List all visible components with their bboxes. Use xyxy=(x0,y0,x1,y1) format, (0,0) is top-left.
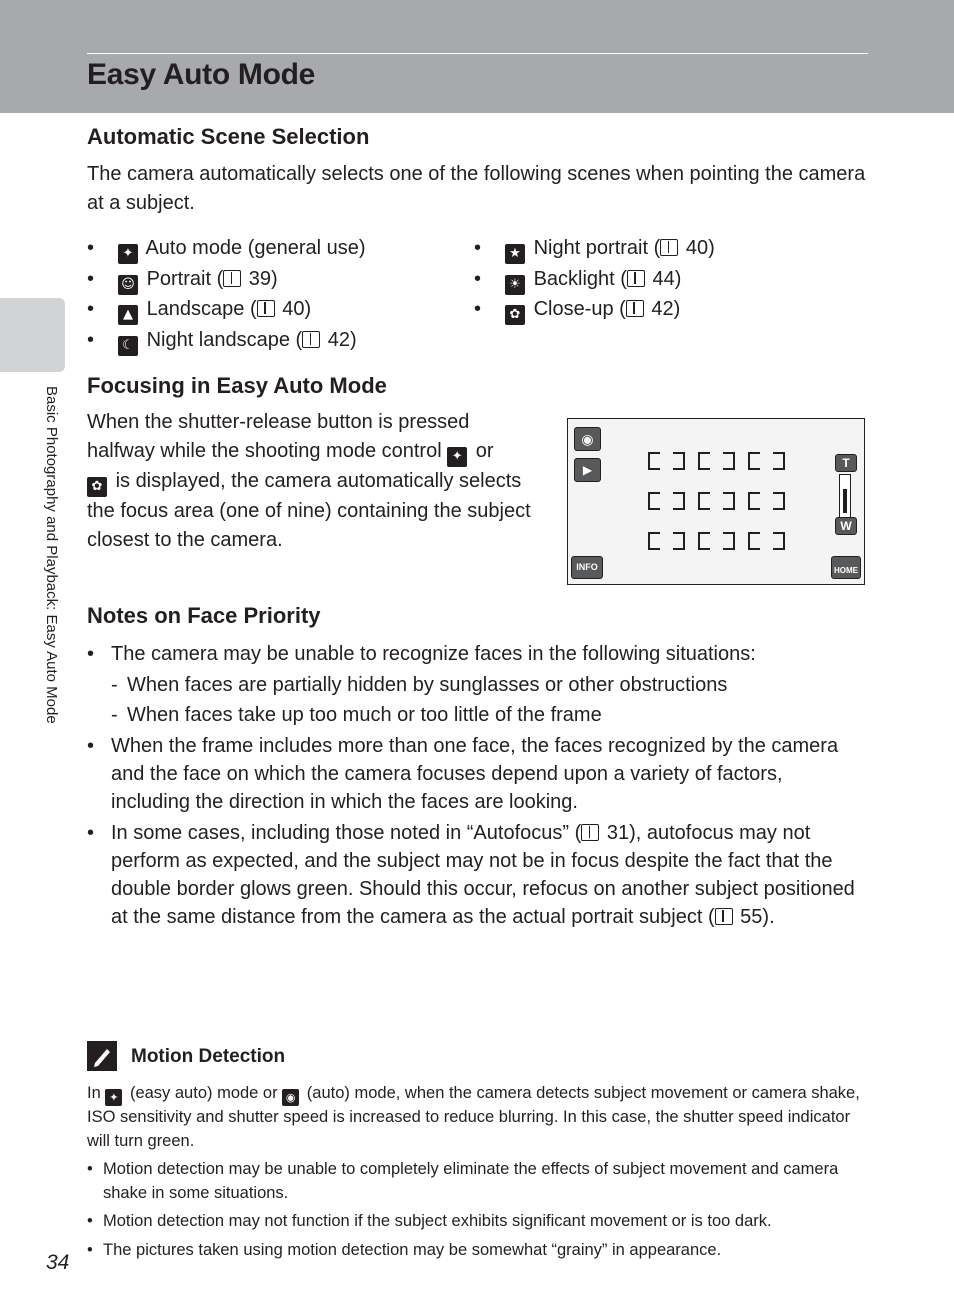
scene-item xyxy=(87,294,366,325)
scene-page-ref: 40) xyxy=(276,298,312,321)
scene-item xyxy=(474,264,715,295)
list-sub-item xyxy=(87,701,867,729)
focus-bracket-right xyxy=(773,532,785,550)
scene-page-ref: 39) xyxy=(243,267,278,290)
focus-bracket-left xyxy=(748,452,760,470)
focus-bracket-right xyxy=(723,492,735,510)
focus-bracket-left xyxy=(698,452,710,470)
dash-glyph: - xyxy=(111,674,118,696)
night-portrait-icon: ★ xyxy=(505,244,525,264)
focus-bracket-left xyxy=(648,452,660,470)
list-item: • The pictures taken using motion detection may be somewhat “grainy” in appearance. xyxy=(87,1239,867,1263)
scene-item xyxy=(87,264,366,295)
scene-page-ref: 40) xyxy=(680,237,715,259)
focus-bracket-left xyxy=(748,492,760,510)
scene-item xyxy=(474,233,715,264)
book-ref-icon xyxy=(627,270,645,287)
focusing-text-b: or xyxy=(475,440,494,462)
focus-bracket-right xyxy=(773,452,785,470)
list-sub-item xyxy=(87,671,867,699)
close-up-icon: ✿ xyxy=(87,477,107,497)
scene-label: Portrait ( xyxy=(146,267,224,290)
note-body xyxy=(87,1082,867,1153)
night-landscape-icon: ☾ xyxy=(118,336,138,356)
camera-icon: ◉ xyxy=(282,1089,299,1106)
backlight-icon: ☀ xyxy=(505,275,525,295)
book-ref-icon xyxy=(581,824,599,841)
scene-item xyxy=(474,294,715,325)
page-number: 34 xyxy=(46,1251,70,1274)
list-item: • Motion detection may not function if the subject exhibits significant movement or is too dark. xyxy=(87,1210,867,1234)
book-ref-icon xyxy=(223,270,241,287)
list-item: • The camera may be unable to recognize faces in the following situations: xyxy=(87,640,867,668)
face-priority-list xyxy=(87,640,867,931)
list-item xyxy=(87,819,867,931)
easy-auto-mode-icon: ✦ xyxy=(447,447,467,467)
zoom-indicator xyxy=(839,474,851,518)
header-rule xyxy=(87,53,868,54)
scene-page-ref: 44) xyxy=(646,267,682,290)
scene-label: Close-up ( xyxy=(533,298,626,321)
landscape-icon: ▲ xyxy=(118,305,138,325)
note-bullet-list xyxy=(87,1158,867,1267)
book-ref-icon xyxy=(257,300,275,317)
note-body-text-a: (easy auto) mode or xyxy=(129,1084,278,1102)
focus-bracket-left xyxy=(748,532,760,550)
focus-bracket-right xyxy=(673,452,685,470)
book-ref-icon xyxy=(715,908,733,925)
focusing-paragraph xyxy=(87,408,542,555)
scene-selection-intro: The camera automatically selects one of the following scenes when pointing the camera at a subject. xyxy=(87,163,866,214)
book-ref-icon xyxy=(302,331,320,348)
scene-list-left xyxy=(87,233,366,356)
focus-bracket-right xyxy=(723,452,735,470)
section-heading-face-priority: Notes on Face Priority xyxy=(87,603,321,628)
section-heading-scene-selection: Automatic Scene Selection xyxy=(87,124,370,149)
focusing-text-c: is displayed, the camera automatically selects the focus area (one of nine) containing the subject closest to the camera. xyxy=(87,470,531,551)
scene-page-ref: 42) xyxy=(645,298,681,321)
focus-bracket-left xyxy=(648,492,660,510)
side-tab-label: Basic Photography and Playback: Easy Auto Mode xyxy=(43,386,60,724)
scene-label: Night portrait ( xyxy=(533,237,661,259)
scene-item xyxy=(87,325,366,356)
focus-bracket-right xyxy=(673,532,685,550)
home-button: HOME xyxy=(831,556,861,579)
book-ref-icon xyxy=(660,239,678,256)
scene-label: Night landscape ( xyxy=(146,329,303,352)
focus-bracket-left xyxy=(698,492,710,510)
sub-item-text: When faces take up too much or too little of the frame xyxy=(127,704,602,726)
note-title: Motion Detection xyxy=(131,1046,286,1067)
page-title: Easy Auto Mode xyxy=(87,58,316,91)
dash-glyph: - xyxy=(111,704,118,726)
zoom-wide-button: W xyxy=(835,517,857,535)
playback-icon: ▶ xyxy=(574,458,601,482)
book-ref-icon xyxy=(626,300,644,317)
info-button: INFO xyxy=(571,556,603,579)
focus-bracket-left xyxy=(648,532,660,550)
scene-label: Backlight ( xyxy=(533,267,627,290)
camera-monitor-illustration xyxy=(567,418,865,585)
note-body-in: In xyxy=(87,1084,101,1102)
scene-label: Landscape ( xyxy=(146,298,257,321)
focus-bracket-right xyxy=(673,492,685,510)
focusing-text-a: When the shutter-release button is pressed halfway while the shooting mode control xyxy=(87,411,470,462)
sub-item-text: When faces are partially hidden by sunglasses or other obstructions xyxy=(127,674,728,696)
side-tab xyxy=(0,298,65,372)
list-item: • When the frame includes more than one face, the faces recognized by the camera and the face on which the camera focuses depend upon a variety of factors, including the direction in which the faces are looking. xyxy=(87,732,867,816)
note-body-text-b: (auto) mode, when the camera detects subject movement or camera shake, ISO sensitivity and shutter speed is increased to reduce blurring. In this case, the shutter speed indicator will turn green. xyxy=(87,1084,860,1150)
easy-auto-mode-icon: ✦ xyxy=(105,1089,122,1106)
zoom-indicator-fill xyxy=(843,489,847,513)
auto-scene-icon: ✦ xyxy=(118,244,138,264)
header-band xyxy=(0,0,954,113)
list-item-text-c: 55). xyxy=(734,906,775,928)
scene-page-ref: 42) xyxy=(322,329,357,352)
focus-bracket-right xyxy=(723,532,735,550)
zoom-tele-button: T xyxy=(835,454,857,472)
pencil-note-icon xyxy=(87,1041,117,1071)
focus-bracket-right xyxy=(773,492,785,510)
scene-list-right xyxy=(474,233,715,325)
list-item-text-a: In some cases, including those noted in “Autofocus” ( xyxy=(111,822,582,844)
portrait-icon: ☺ xyxy=(118,275,138,295)
shooting-mode-icon: ◉ xyxy=(574,427,601,451)
list-item: • Motion detection may be unable to completely eliminate the effects of subject movement and camera shake in some situations. xyxy=(87,1158,867,1205)
list-item-text-b: 31), autofocus may not perform as expected, and the subject may not be in focus despite the fact that the double border glows green. Should this occur, refocus on another subject positioned at the same distance from the camera as the actual portrait subject ( xyxy=(111,822,855,928)
scene-label: Auto mode (general use) xyxy=(145,237,366,259)
section-heading-focusing: Focusing in Easy Auto Mode xyxy=(87,373,387,398)
focus-bracket-left xyxy=(698,532,710,550)
scene-item xyxy=(87,233,366,264)
close-up-icon: ✿ xyxy=(505,305,525,325)
